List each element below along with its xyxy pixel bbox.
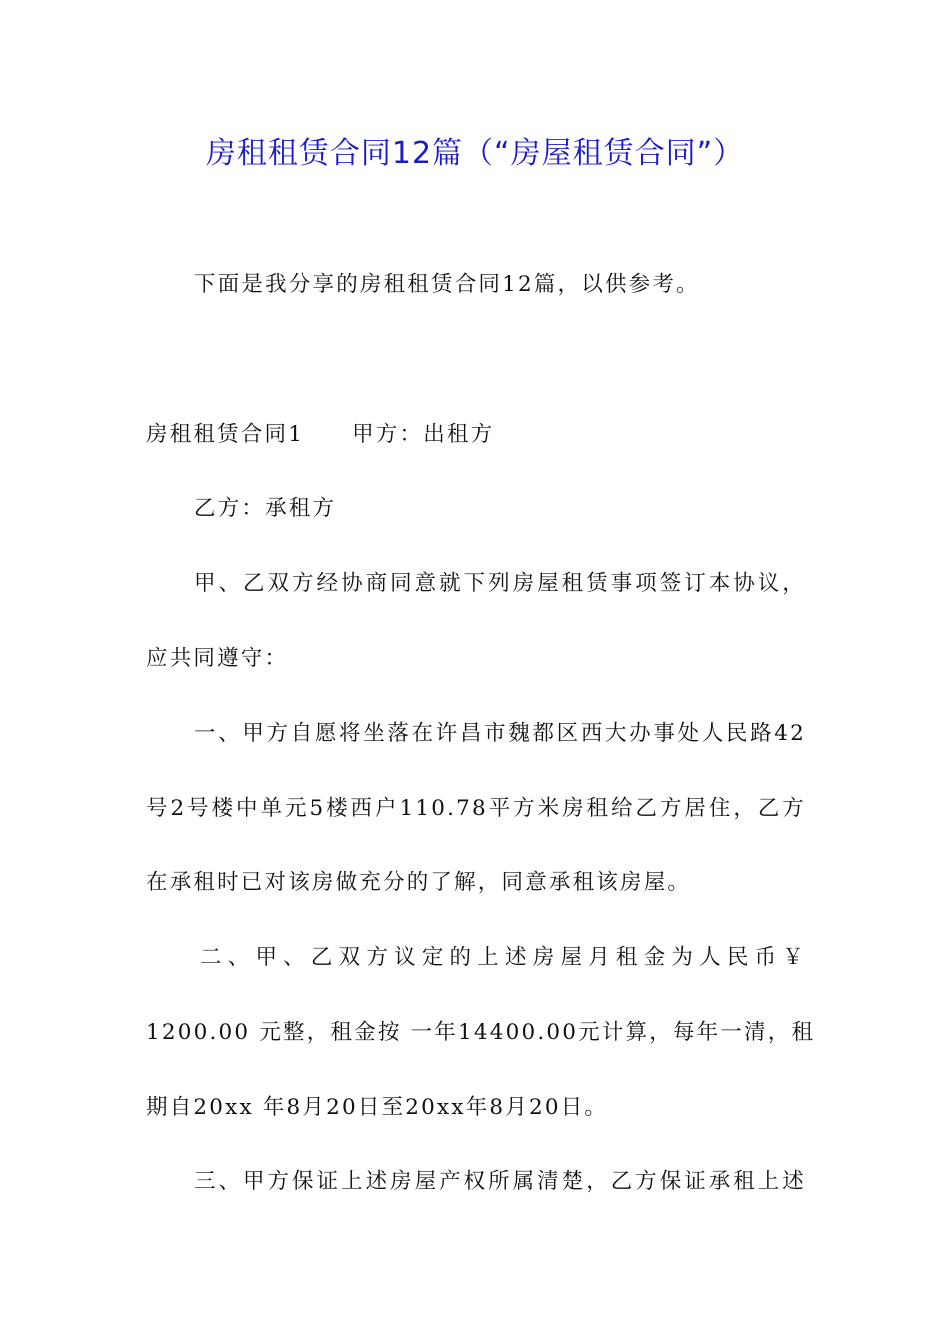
paragraph-1-line-1: 甲、乙双方经协商同意就下列房屋租赁事项签订本协议， xyxy=(194,571,806,596)
paragraph-2-line-1: 一、甲方自愿将坐落在许昌市魏都区西大办事处人民路42 xyxy=(194,721,806,746)
party-a: 甲方：出租方 xyxy=(352,422,495,447)
paragraph-4-line-1: 三、甲方保证上述房屋产权所属清楚，乙方保证承租上述 xyxy=(194,1169,806,1194)
party-b: 乙方：承租方 xyxy=(194,496,337,521)
paragraph-2-line-3: 在承租时已对该房做充分的了解，同意承租该房屋。 xyxy=(146,870,692,895)
paragraph-2-line-2: 号2号楼中单元5楼西户110.78平方米房租给乙方居住，乙方 xyxy=(146,796,806,821)
intro-text: 下面是我分享的房租租赁合同12篇，以供参考。 xyxy=(194,272,700,297)
section-heading-row xyxy=(146,420,806,450)
paragraph-1-line-2: 应共同遵守： xyxy=(146,646,289,671)
section-heading: 房租租赁合同1 xyxy=(146,422,305,447)
paragraph-3-line-1: 二、甲、乙双方议定的上述房屋月租金为人民币￥ xyxy=(200,945,806,970)
paragraph-3-line-3: 期自20xx 年8月20日至20xx年8月20日。 xyxy=(146,1095,609,1120)
paragraph-3-line-2: 1200.00 元整，租金按 一年14400.00元计算，每年一清，租 xyxy=(146,1020,816,1045)
document-title: 房租租赁合同12篇（“房屋租赁合同”） xyxy=(205,136,745,171)
